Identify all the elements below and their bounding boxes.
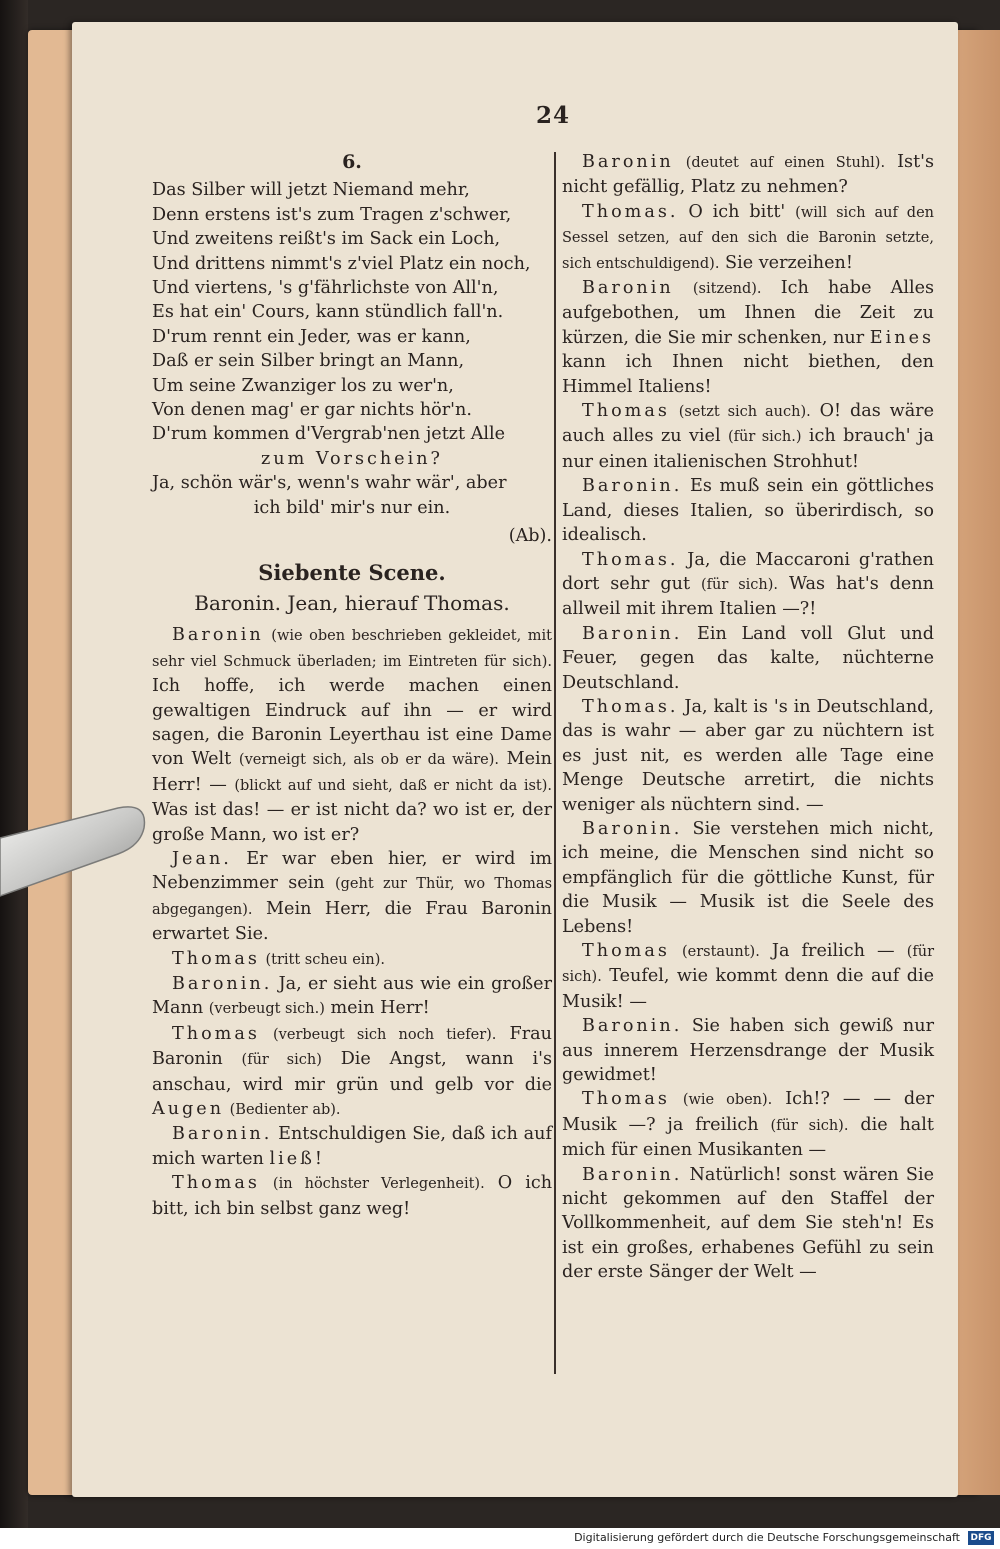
dialogue-paragraph (152, 623, 552, 847)
speaker-name: Thomas (172, 1023, 260, 1044)
dialogue-paragraph (562, 1087, 934, 1162)
stage-direction: (für sich.) (728, 429, 802, 446)
dfg-logo: DFG (968, 1531, 994, 1545)
speaker-name: Baronin. (172, 974, 273, 994)
dialogue-text: Ich hoffe, ich werde machen einen gewaltigen Eindruck auf ihn — er wird sagen, die Baronin Leyerthau ist eine Dame von Welt (152, 676, 552, 770)
dialogue-text: O ich bitt, ich bin selbst ganz weg! (152, 1173, 553, 1219)
dialogue-text: Ich habe Alles aufgebothen, um Ihnen die Zeit zu kürzen, die Sie mir schenken, nur (562, 278, 935, 348)
verse-line: Das Silber will jetzt Niemand mehr, (152, 180, 470, 201)
verse-line: Und viertens, 's g'fährlichste von All'n, (152, 278, 499, 299)
stage-direction: (tritt scheu ein). (265, 951, 386, 968)
dialogue-paragraph (562, 150, 934, 200)
speaker-name: Jean. (172, 848, 232, 869)
dialogue-text: Mein Herr! — (152, 749, 553, 795)
stage-direction: (geht zur Thür, wo Thomas abgegangen). (152, 876, 553, 918)
dialogue-paragraph (152, 1171, 552, 1221)
dialogue-text: Ist's nicht gefällig, Platz zu nehmen? (562, 152, 935, 198)
stage-direction: (verbeugt sich.) (208, 1001, 325, 1018)
speaker-name: Baronin. (172, 1124, 273, 1145)
dialogue-paragraph (562, 548, 934, 622)
dialogue-paragraph (152, 972, 552, 1022)
column-divider (554, 152, 556, 1374)
dialogue-text: ließ! (269, 1148, 325, 1169)
page-clip-holder (0, 800, 150, 920)
speaker-name: Thomas (582, 1089, 670, 1110)
speaker-name: Thomas. (582, 549, 679, 570)
dialogue-text: Ja, kalt is 's in Deutschland, das is wahr — aber gar zu nüchtern ist es just nit, es werden alle Tage eine Menge Deutsche arretirt, die nichts weniger als nüchtern sind. — (562, 696, 935, 815)
dialogue-text: O! das wäre auch alles zu viel (562, 401, 935, 447)
speaker-name: Baronin. (582, 818, 683, 839)
speaker-name: Baronin (582, 152, 674, 172)
dialogue-text: Die Angst, wann i's anschau, wird mir grün und gelb vor die (152, 1049, 552, 1095)
left-column (152, 150, 552, 1221)
dialogue-text: Ich!? — — der Musik —? ja freilich (562, 1089, 934, 1135)
scene-title: Siebente Scene. (258, 559, 446, 585)
speaker-name: Baronin (582, 278, 674, 299)
dialogue-paragraph (562, 622, 934, 695)
page-number: 24 (536, 102, 571, 129)
stage-direction: (will sich auf den Sessel setzen, auf den sich die Baronin setzte, sich entschuldigend). (562, 204, 934, 272)
stage-direction: (deutet auf einen Stuhl). (685, 155, 886, 171)
verse-line: Ja, schön wär's, wenn's wahr wär', aber (152, 473, 507, 494)
stage-direction: (Bedienter ab). (229, 1102, 341, 1119)
stage-direction: (verneigt sich, als ob er da wäre). (238, 752, 499, 769)
stage-direction: (wie oben beschrieben gekleidet, mit sehr viel Schmuck überladen; im Eintreten für sich). (152, 628, 552, 670)
dialogue-paragraph (562, 474, 934, 547)
verse-line: D'rum rennt ein Jeder, was er kann, (152, 326, 471, 347)
dialogue-text: Was ist das! — er ist nicht da? wo ist er, der große Mann, wo ist er? (152, 800, 552, 845)
speaker-name: Baronin (172, 625, 264, 646)
stage-direction: (für sich) (241, 1052, 322, 1069)
verse-line-continuation: ich bild' mir's nur ein. (253, 497, 451, 518)
dialogue-text: Sie verstehen mich nicht, ich meine, die Menschen sind nicht so empfänglich für die göttliche Kunst, für die Musik — Musik ist die Seele des Lebens! (562, 818, 934, 937)
dialogue-text: ich brauch' ja nur einen italienischen Strohhut! (562, 426, 934, 472)
speaker-name: Baronin. (582, 1164, 683, 1185)
speaker-name: Baronin. (582, 1016, 683, 1037)
dialogue-text: Mein Herr, die Frau Baronin erwartet Sie. (152, 898, 552, 945)
dialogue-paragraph (562, 399, 934, 474)
dialogue-text: Er war eben hier, er wird im Nebenzimmer sein (152, 848, 553, 894)
exit-direction: (Ab). (508, 526, 552, 547)
dialogue-text: kann ich Ihnen nicht biethen, den Himmel Italiens! (562, 352, 934, 397)
dialogue-text: mein Herr! (330, 998, 430, 1019)
funding-notice: Digitalisierung gefördert durch die Deutsche Forschungsgemeinschaft (574, 1531, 960, 1544)
dialogue-paragraph (152, 847, 552, 947)
dialogue-text: Frau Baronin (152, 1023, 552, 1070)
dialogue-paragraph (152, 947, 552, 972)
verse-line: Um seine Zwanziger los zu wer'n, (152, 375, 454, 396)
dialogue-paragraph (562, 200, 934, 276)
speaker-name: Thomas (172, 948, 260, 969)
stage-direction: (für sich). (562, 944, 935, 986)
stage-direction: (in höchster Verlegenheit). (272, 1176, 485, 1193)
verse-line: Denn erstens ist's zum Tragen z'schwer, (152, 204, 512, 225)
dialogue-paragraph (562, 276, 934, 399)
dialogue-paragraph (152, 1122, 552, 1171)
stage-direction: (setzt sich auch). (678, 404, 811, 421)
dialogue-text: Sie verzeihen! (725, 252, 853, 273)
dialogue-text: Ja, die Maccaroni g'rathen dort sehr gut (562, 549, 934, 594)
stage-direction: (sitzend). (692, 281, 762, 298)
dialogue-text: Sie haben sich gewiß nur aus innerem Herzensdrange der Musik gewidmet! (562, 1016, 934, 1086)
stage-direction: (erstaunt). (681, 944, 760, 960)
dialogue-paragraph (152, 1022, 552, 1123)
dialogue-text: Es muß sein ein göttliches Land, dieses Italien, so überirdisch, so idealisch. (562, 476, 935, 546)
speaker-name: Thomas (172, 1173, 260, 1194)
book-spine-shadow (0, 0, 28, 1549)
speaker-name: Baronin. (582, 623, 683, 644)
dialogue-paragraph (562, 939, 934, 1014)
dialogue-text: Was hat's denn allweil mit ihrem Italien —?! (562, 573, 934, 620)
footer-bar (0, 1528, 1000, 1549)
dialogue-text: Teufel, wie kommt denn die auf die Musik! — (562, 966, 935, 1012)
dialogue-text: Ein Land voll Glut und Feuer, gegen das kalte, nüchterne Deutschland. (562, 623, 935, 693)
speaker-name: Thomas (582, 941, 670, 961)
dialogue-text: die halt mich für einen Musikanten — (562, 1114, 934, 1161)
dialogue-paragraph (562, 817, 934, 939)
dialogue-text: Ja freilich — (771, 941, 895, 961)
dialogue-paragraph (562, 695, 934, 817)
dialogue-text: Natürlich! sonst wären Sie nicht gekommen auf den Staffel der Vollkommenheit, auf dem Sie steh'n! Es ist ein großes, erhabenes Gefühl zu sein der erste Sänger der Welt — (562, 1164, 935, 1283)
dialogue-text: O ich bitt' (688, 201, 786, 222)
scene-cast: Baronin. Jean, hierauf Thomas. (194, 590, 510, 615)
verse-line: Und zweitens reißt's im Sack ein Loch, (152, 229, 501, 250)
verse-line: Von denen mag' er gar nichts hör'n. (152, 400, 472, 421)
verse-line: Daß er sein Silber bringt an Mann, (152, 351, 465, 372)
verse-line: D'rum kommen d'Vergrab'nen jetzt Alle (152, 424, 506, 445)
speaker-name: Thomas. (582, 201, 679, 222)
verse-line: Und drittens nimmt's z'viel Platz ein noch, (152, 253, 531, 274)
stage-direction: (für sich). (770, 1117, 849, 1134)
speaker-name: Thomas (582, 401, 670, 422)
verse-line: Es hat ein' Cours, kann stündlich fall'n. (152, 302, 504, 323)
dialogue-text: Augen (152, 1099, 225, 1120)
stage-direction: (für sich). (700, 576, 779, 593)
stage-direction: (wie oben). (682, 1092, 773, 1109)
dialogue-paragraph (562, 1163, 934, 1285)
speaker-name: Thomas. (582, 696, 679, 717)
speaker-name: Baronin. (582, 476, 683, 497)
verse-line-continuation: zum Vorschein? (261, 448, 443, 469)
stage-direction: (verbeugt sich noch tiefer). (273, 1026, 497, 1043)
dialogue-text: Entschuldigen Sie, daß ich auf mich warten (152, 1124, 552, 1169)
stage-direction: (blickt auf und sieht, daß er nicht da ist). (234, 777, 552, 794)
dialogue-paragraph (562, 1014, 934, 1087)
dialogue-text: Ja, er sieht aus wie ein großer Mann (152, 974, 553, 1019)
right-column (562, 150, 934, 1285)
verse-number: 6. (342, 151, 362, 173)
dialogue-text: Eines (869, 327, 935, 348)
book-page (72, 22, 958, 1497)
